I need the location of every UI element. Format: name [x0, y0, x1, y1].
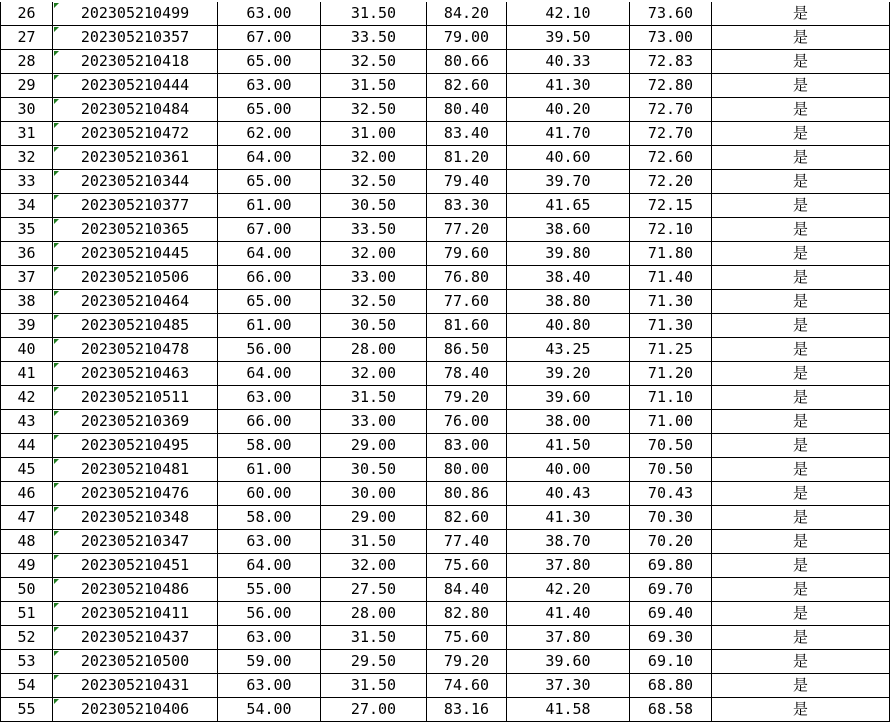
rank-cell[interactable]: 26	[1, 2, 53, 26]
qualified-flag-cell[interactable]: 是	[712, 146, 890, 170]
written-weighted-cell[interactable]: 32.50	[321, 170, 427, 194]
qualified-flag-cell[interactable]: 是	[712, 650, 890, 674]
interview-weighted-cell[interactable]: 40.20	[507, 98, 630, 122]
id-cell[interactable]: 202305210472	[53, 122, 218, 146]
table-row	[1, 578, 890, 602]
table-row	[1, 170, 890, 194]
table-row	[1, 242, 890, 266]
table-row	[1, 386, 890, 410]
interview-score-cell[interactable]: 77.20	[427, 218, 507, 242]
qualified-flag-cell[interactable]: 是	[712, 290, 890, 314]
interview-score-cell[interactable]: 79.00	[427, 26, 507, 50]
written-weighted-cell[interactable]: 32.00	[321, 242, 427, 266]
interview-score-cell[interactable]: 83.40	[427, 122, 507, 146]
interview-score-cell[interactable]: 80.40	[427, 98, 507, 122]
written-score-cell[interactable]: 58.00	[218, 506, 321, 530]
rank-cell[interactable]: 33	[1, 170, 53, 194]
id-cell[interactable]: 202305210500	[53, 650, 218, 674]
written-weighted-cell[interactable]: 27.50	[321, 578, 427, 602]
interview-weighted-cell[interactable]: 38.60	[507, 218, 630, 242]
rank-cell[interactable]: 51	[1, 602, 53, 626]
rank-cell[interactable]: 30	[1, 98, 53, 122]
table-row	[1, 146, 890, 170]
id-cell[interactable]: 202305210365	[53, 218, 218, 242]
written-weighted-cell[interactable]: 28.00	[321, 338, 427, 362]
interview-score-cell[interactable]: 80.86	[427, 482, 507, 506]
interview-weighted-cell[interactable]: 39.50	[507, 26, 630, 50]
written-weighted-cell[interactable]: 31.00	[321, 122, 427, 146]
interview-weighted-cell[interactable]: 40.33	[507, 50, 630, 74]
written-score-cell[interactable]: 61.00	[218, 314, 321, 338]
total-score-cell[interactable]: 70.50	[630, 434, 712, 458]
written-weighted-cell[interactable]: 31.50	[321, 626, 427, 650]
qualified-flag-cell[interactable]: 是	[712, 2, 890, 26]
written-score-cell[interactable]: 63.00	[218, 626, 321, 650]
written-score-cell[interactable]: 63.00	[218, 386, 321, 410]
written-score-cell[interactable]: 65.00	[218, 50, 321, 74]
rank-cell[interactable]: 46	[1, 482, 53, 506]
interview-weighted-cell[interactable]: 41.58	[507, 698, 630, 722]
interview-weighted-cell[interactable]: 39.70	[507, 170, 630, 194]
written-weighted-cell[interactable]: 32.00	[321, 362, 427, 386]
table-row	[1, 266, 890, 290]
table-row	[1, 458, 890, 482]
written-weighted-cell[interactable]: 32.00	[321, 554, 427, 578]
interview-score-cell[interactable]: 78.40	[427, 362, 507, 386]
total-score-cell[interactable]: 73.00	[630, 26, 712, 50]
written-score-cell[interactable]: 67.00	[218, 26, 321, 50]
written-weighted-cell[interactable]: 32.50	[321, 290, 427, 314]
rank-cell[interactable]: 53	[1, 650, 53, 674]
id-cell[interactable]: 202305210511	[53, 386, 218, 410]
interview-weighted-cell[interactable]: 40.00	[507, 458, 630, 482]
total-score-cell[interactable]: 71.10	[630, 386, 712, 410]
interview-weighted-cell[interactable]: 38.70	[507, 530, 630, 554]
total-score-cell[interactable]: 69.80	[630, 554, 712, 578]
written-weighted-cell[interactable]: 30.50	[321, 194, 427, 218]
id-cell[interactable]: 202305210484	[53, 98, 218, 122]
qualified-flag-cell[interactable]: 是	[712, 626, 890, 650]
interview-score-cell[interactable]: 79.40	[427, 170, 507, 194]
interview-score-cell[interactable]: 81.60	[427, 314, 507, 338]
written-score-cell[interactable]: 67.00	[218, 218, 321, 242]
id-cell[interactable]: 202305210478	[53, 338, 218, 362]
rank-cell[interactable]: 34	[1, 194, 53, 218]
interview-weighted-cell[interactable]: 37.80	[507, 626, 630, 650]
interview-weighted-cell[interactable]: 42.10	[507, 2, 630, 26]
total-score-cell[interactable]: 72.15	[630, 194, 712, 218]
id-cell[interactable]: 202305210464	[53, 290, 218, 314]
rank-cell[interactable]: 39	[1, 314, 53, 338]
table-row	[1, 482, 890, 506]
written-score-cell[interactable]: 64.00	[218, 146, 321, 170]
interview-weighted-cell[interactable]: 40.80	[507, 314, 630, 338]
written-weighted-cell[interactable]: 29.50	[321, 650, 427, 674]
id-cell[interactable]: 202305210377	[53, 194, 218, 218]
interview-weighted-cell[interactable]: 41.65	[507, 194, 630, 218]
table-row	[1, 410, 890, 434]
written-score-cell[interactable]: 64.00	[218, 362, 321, 386]
interview-score-cell[interactable]: 82.80	[427, 602, 507, 626]
qualified-flag-cell[interactable]: 是	[712, 26, 890, 50]
id-cell[interactable]: 202305210445	[53, 242, 218, 266]
interview-score-cell[interactable]: 82.60	[427, 74, 507, 98]
written-score-cell[interactable]: 64.00	[218, 242, 321, 266]
interview-weighted-cell[interactable]: 41.30	[507, 74, 630, 98]
interview-score-cell[interactable]: 79.20	[427, 650, 507, 674]
table-row	[1, 98, 890, 122]
qualified-flag-cell[interactable]: 是	[712, 506, 890, 530]
interview-score-cell[interactable]: 75.60	[427, 626, 507, 650]
total-score-cell[interactable]: 71.30	[630, 314, 712, 338]
qualified-flag-cell[interactable]: 是	[712, 602, 890, 626]
rank-cell[interactable]: 55	[1, 698, 53, 722]
written-weighted-cell[interactable]: 29.00	[321, 506, 427, 530]
total-score-cell[interactable]: 71.25	[630, 338, 712, 362]
interview-weighted-cell[interactable]: 43.25	[507, 338, 630, 362]
interview-weighted-cell[interactable]: 38.00	[507, 410, 630, 434]
qualified-flag-cell[interactable]: 是	[712, 698, 890, 722]
total-score-cell[interactable]: 69.40	[630, 602, 712, 626]
qualified-flag-cell[interactable]: 是	[712, 194, 890, 218]
written-score-cell[interactable]: 54.00	[218, 698, 321, 722]
qualified-flag-cell[interactable]: 是	[712, 50, 890, 74]
id-cell[interactable]: 202305210347	[53, 530, 218, 554]
interview-score-cell[interactable]: 79.60	[427, 242, 507, 266]
id-cell[interactable]: 202305210481	[53, 458, 218, 482]
rank-cell[interactable]: 44	[1, 434, 53, 458]
interview-score-cell[interactable]: 76.80	[427, 266, 507, 290]
total-score-cell[interactable]: 70.30	[630, 506, 712, 530]
written-score-cell[interactable]: 66.00	[218, 266, 321, 290]
interview-weighted-cell[interactable]: 38.80	[507, 290, 630, 314]
written-score-cell[interactable]: 65.00	[218, 98, 321, 122]
table-row	[1, 602, 890, 626]
table-row	[1, 26, 890, 50]
rank-cell[interactable]: 54	[1, 674, 53, 698]
written-score-cell[interactable]: 61.00	[218, 194, 321, 218]
interview-weighted-cell[interactable]: 39.80	[507, 242, 630, 266]
interview-score-cell[interactable]: 81.20	[427, 146, 507, 170]
table-row	[1, 122, 890, 146]
interview-score-cell[interactable]: 80.00	[427, 458, 507, 482]
rank-cell[interactable]: 29	[1, 74, 53, 98]
id-cell[interactable]: 202305210506	[53, 266, 218, 290]
total-score-cell[interactable]: 72.60	[630, 146, 712, 170]
table-row	[1, 434, 890, 458]
total-score-cell[interactable]: 68.80	[630, 674, 712, 698]
table-row	[1, 2, 890, 26]
id-cell[interactable]: 202305210444	[53, 74, 218, 98]
total-score-cell[interactable]: 72.70	[630, 122, 712, 146]
qualified-flag-cell[interactable]: 是	[712, 554, 890, 578]
id-cell[interactable]: 202305210406	[53, 698, 218, 722]
id-cell[interactable]: 202305210499	[53, 2, 218, 26]
interview-weighted-cell[interactable]: 39.60	[507, 650, 630, 674]
written-weighted-cell[interactable]: 31.50	[321, 74, 427, 98]
rank-cell[interactable]: 38	[1, 290, 53, 314]
written-score-cell[interactable]: 63.00	[218, 74, 321, 98]
rank-cell[interactable]: 41	[1, 362, 53, 386]
interview-score-cell[interactable]: 79.20	[427, 386, 507, 410]
interview-weighted-cell[interactable]: 40.60	[507, 146, 630, 170]
id-cell[interactable]: 202305210486	[53, 578, 218, 602]
interview-weighted-cell[interactable]: 41.40	[507, 602, 630, 626]
score-table	[0, 2, 890, 722]
id-cell[interactable]: 202305210361	[53, 146, 218, 170]
written-score-cell[interactable]: 56.00	[218, 338, 321, 362]
written-score-cell[interactable]: 65.00	[218, 170, 321, 194]
rank-cell[interactable]: 47	[1, 506, 53, 530]
written-weighted-cell[interactable]: 31.50	[321, 2, 427, 26]
written-score-cell[interactable]: 59.00	[218, 650, 321, 674]
total-score-cell[interactable]: 72.10	[630, 218, 712, 242]
rank-cell[interactable]: 52	[1, 626, 53, 650]
table-row	[1, 314, 890, 338]
written-weighted-cell[interactable]: 27.00	[321, 698, 427, 722]
interview-weighted-cell[interactable]: 42.20	[507, 578, 630, 602]
interview-score-cell[interactable]: 77.60	[427, 290, 507, 314]
rank-cell[interactable]: 28	[1, 50, 53, 74]
total-score-cell[interactable]: 69.70	[630, 578, 712, 602]
rank-cell[interactable]: 36	[1, 242, 53, 266]
table-row	[1, 338, 890, 362]
written-score-cell[interactable]: 55.00	[218, 578, 321, 602]
written-score-cell[interactable]: 58.00	[218, 434, 321, 458]
table-row	[1, 626, 890, 650]
id-cell[interactable]: 202305210451	[53, 554, 218, 578]
total-score-cell[interactable]: 73.60	[630, 2, 712, 26]
qualified-flag-cell[interactable]: 是	[712, 362, 890, 386]
table-body	[1, 2, 890, 722]
id-cell[interactable]: 202305210485	[53, 314, 218, 338]
total-score-cell[interactable]: 69.30	[630, 626, 712, 650]
table-row	[1, 554, 890, 578]
interview-score-cell[interactable]: 77.40	[427, 530, 507, 554]
total-score-cell[interactable]: 71.20	[630, 362, 712, 386]
qualified-flag-cell[interactable]: 是	[712, 170, 890, 194]
total-score-cell[interactable]: 69.10	[630, 650, 712, 674]
qualified-flag-cell[interactable]: 是	[712, 314, 890, 338]
written-weighted-cell[interactable]: 32.00	[321, 146, 427, 170]
written-score-cell[interactable]: 66.00	[218, 410, 321, 434]
written-score-cell[interactable]: 63.00	[218, 530, 321, 554]
total-score-cell[interactable]: 72.20	[630, 170, 712, 194]
written-weighted-cell[interactable]: 31.50	[321, 386, 427, 410]
interview-weighted-cell[interactable]: 40.43	[507, 482, 630, 506]
rank-cell[interactable]: 31	[1, 122, 53, 146]
written-score-cell[interactable]: 63.00	[218, 674, 321, 698]
table-row	[1, 194, 890, 218]
interview-weighted-cell[interactable]: 37.30	[507, 674, 630, 698]
table-row	[1, 74, 890, 98]
interview-score-cell[interactable]: 82.60	[427, 506, 507, 530]
written-weighted-cell[interactable]: 29.00	[321, 434, 427, 458]
interview-score-cell[interactable]: 76.00	[427, 410, 507, 434]
written-weighted-cell[interactable]: 30.50	[321, 458, 427, 482]
table-row	[1, 674, 890, 698]
written-score-cell[interactable]: 61.00	[218, 458, 321, 482]
qualified-flag-cell[interactable]: 是	[712, 410, 890, 434]
interview-weighted-cell[interactable]: 41.50	[507, 434, 630, 458]
qualified-flag-cell[interactable]: 是	[712, 530, 890, 554]
id-cell[interactable]: 202305210411	[53, 602, 218, 626]
interview-score-cell[interactable]: 83.16	[427, 698, 507, 722]
id-cell[interactable]: 202305210348	[53, 506, 218, 530]
interview-weighted-cell[interactable]: 39.60	[507, 386, 630, 410]
written-score-cell[interactable]: 60.00	[218, 482, 321, 506]
qualified-flag-cell[interactable]: 是	[712, 122, 890, 146]
id-cell[interactable]: 202305210437	[53, 626, 218, 650]
rank-cell[interactable]: 35	[1, 218, 53, 242]
rank-cell[interactable]: 42	[1, 386, 53, 410]
qualified-flag-cell[interactable]: 是	[712, 434, 890, 458]
table-row	[1, 218, 890, 242]
id-cell[interactable]: 202305210476	[53, 482, 218, 506]
interview-weighted-cell[interactable]: 38.40	[507, 266, 630, 290]
id-cell[interactable]: 202305210418	[53, 50, 218, 74]
table-row	[1, 506, 890, 530]
rank-cell[interactable]: 32	[1, 146, 53, 170]
total-score-cell[interactable]: 72.80	[630, 74, 712, 98]
written-weighted-cell[interactable]: 30.50	[321, 314, 427, 338]
interview-score-cell[interactable]: 74.60	[427, 674, 507, 698]
id-cell[interactable]: 202305210463	[53, 362, 218, 386]
interview-weighted-cell[interactable]: 41.70	[507, 122, 630, 146]
interview-score-cell[interactable]: 83.00	[427, 434, 507, 458]
total-score-cell[interactable]: 71.40	[630, 266, 712, 290]
qualified-flag-cell[interactable]: 是	[712, 578, 890, 602]
qualified-flag-cell[interactable]: 是	[712, 98, 890, 122]
table-row	[1, 290, 890, 314]
interview-score-cell[interactable]: 84.40	[427, 578, 507, 602]
total-score-cell[interactable]: 71.30	[630, 290, 712, 314]
total-score-cell[interactable]: 71.00	[630, 410, 712, 434]
written-weighted-cell[interactable]: 33.00	[321, 410, 427, 434]
written-score-cell[interactable]: 64.00	[218, 554, 321, 578]
written-weighted-cell[interactable]: 33.50	[321, 26, 427, 50]
interview-score-cell[interactable]: 83.30	[427, 194, 507, 218]
written-weighted-cell[interactable]: 33.50	[321, 218, 427, 242]
id-cell[interactable]: 202305210431	[53, 674, 218, 698]
qualified-flag-cell[interactable]: 是	[712, 458, 890, 482]
total-score-cell[interactable]: 71.80	[630, 242, 712, 266]
written-score-cell[interactable]: 62.00	[218, 122, 321, 146]
qualified-flag-cell[interactable]: 是	[712, 674, 890, 698]
interview-weighted-cell[interactable]: 39.20	[507, 362, 630, 386]
table-row	[1, 650, 890, 674]
rank-cell[interactable]: 27	[1, 26, 53, 50]
table-row	[1, 530, 890, 554]
qualified-flag-cell[interactable]: 是	[712, 74, 890, 98]
id-cell[interactable]: 202305210357	[53, 26, 218, 50]
interview-weighted-cell[interactable]: 37.80	[507, 554, 630, 578]
interview-score-cell[interactable]: 75.60	[427, 554, 507, 578]
interview-score-cell[interactable]: 84.20	[427, 2, 507, 26]
written-weighted-cell[interactable]: 28.00	[321, 602, 427, 626]
total-score-cell[interactable]: 72.83	[630, 50, 712, 74]
rank-cell[interactable]: 45	[1, 458, 53, 482]
rank-cell[interactable]: 48	[1, 530, 53, 554]
id-cell[interactable]: 202305210369	[53, 410, 218, 434]
table-row	[1, 698, 890, 722]
total-score-cell[interactable]: 68.58	[630, 698, 712, 722]
interview-score-cell[interactable]: 86.50	[427, 338, 507, 362]
interview-weighted-cell[interactable]: 41.30	[507, 506, 630, 530]
written-weighted-cell[interactable]: 31.50	[321, 674, 427, 698]
written-weighted-cell[interactable]: 32.50	[321, 98, 427, 122]
qualified-flag-cell[interactable]: 是	[712, 242, 890, 266]
rank-cell[interactable]: 50	[1, 578, 53, 602]
written-weighted-cell[interactable]: 33.00	[321, 266, 427, 290]
total-score-cell[interactable]: 70.20	[630, 530, 712, 554]
written-weighted-cell[interactable]: 30.00	[321, 482, 427, 506]
interview-score-cell[interactable]: 80.66	[427, 50, 507, 74]
table-row	[1, 50, 890, 74]
written-score-cell[interactable]: 56.00	[218, 602, 321, 626]
qualified-flag-cell[interactable]: 是	[712, 338, 890, 362]
total-score-cell[interactable]: 70.43	[630, 482, 712, 506]
written-weighted-cell[interactable]: 32.50	[321, 50, 427, 74]
id-cell[interactable]: 202305210495	[53, 434, 218, 458]
qualified-flag-cell[interactable]: 是	[712, 218, 890, 242]
rank-cell[interactable]: 43	[1, 410, 53, 434]
written-weighted-cell[interactable]: 31.50	[321, 530, 427, 554]
rank-cell[interactable]: 40	[1, 338, 53, 362]
qualified-flag-cell[interactable]: 是	[712, 386, 890, 410]
written-score-cell[interactable]: 65.00	[218, 290, 321, 314]
table-row	[1, 362, 890, 386]
qualified-flag-cell[interactable]: 是	[712, 482, 890, 506]
qualified-flag-cell[interactable]: 是	[712, 266, 890, 290]
total-score-cell[interactable]: 70.50	[630, 458, 712, 482]
total-score-cell[interactable]: 72.70	[630, 98, 712, 122]
id-cell[interactable]: 202305210344	[53, 170, 218, 194]
written-score-cell[interactable]: 63.00	[218, 2, 321, 26]
rank-cell[interactable]: 37	[1, 266, 53, 290]
rank-cell[interactable]: 49	[1, 554, 53, 578]
